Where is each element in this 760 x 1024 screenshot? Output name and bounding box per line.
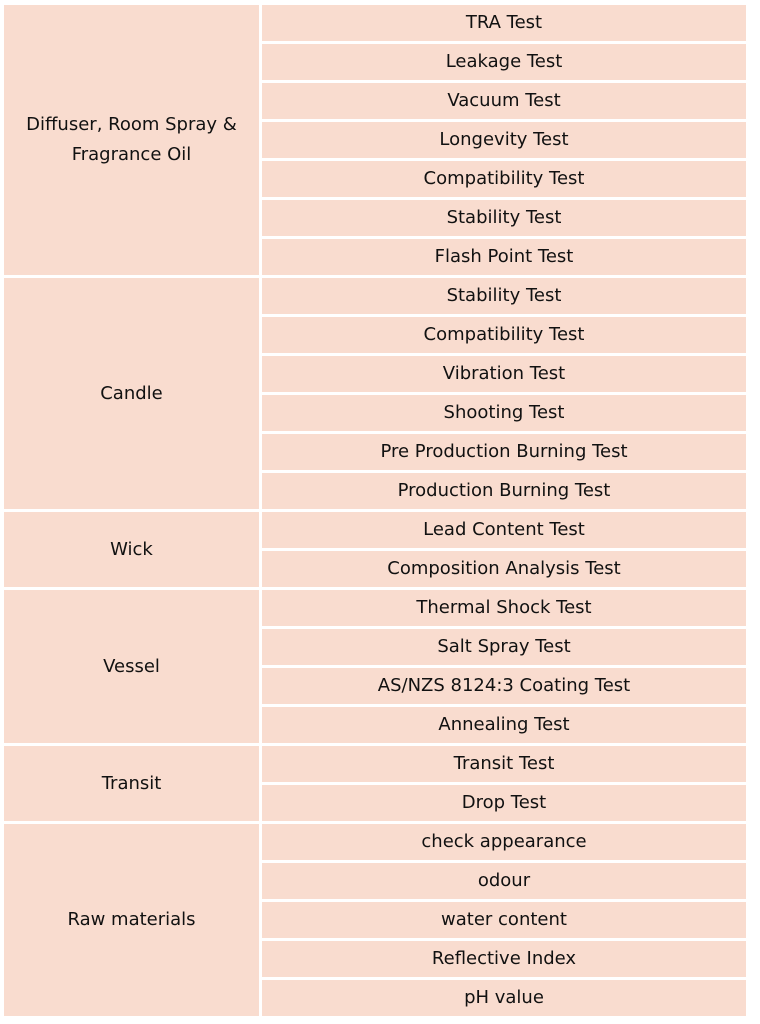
test-cell: Shooting Test [262, 395, 749, 434]
test-cell: Drop Test [262, 785, 749, 824]
test-cell: Stability Test [262, 200, 749, 239]
test-table-body [4, 5, 749, 1019]
test-cell: Compatibility Test [262, 317, 749, 356]
category-cell: Candle [4, 278, 262, 512]
category-cell: Wick [4, 512, 262, 590]
test-cell: pH value [262, 980, 749, 1019]
test-cell: Thermal Shock Test [262, 590, 749, 629]
test-cell: water content [262, 902, 749, 941]
test-cell: check appearance [262, 824, 749, 863]
table-row [4, 590, 749, 629]
test-cell: Pre Production Burning Test [262, 434, 749, 473]
test-cell: Production Burning Test [262, 473, 749, 512]
test-cell: odour [262, 863, 749, 902]
test-cell: Composition Analysis Test [262, 551, 749, 590]
test-cell: Vacuum Test [262, 83, 749, 122]
test-cell: Stability Test [262, 278, 749, 317]
table-row [4, 824, 749, 863]
category-cell: Vessel [4, 590, 262, 746]
test-cell: Longevity Test [262, 122, 749, 161]
table-row [4, 278, 749, 317]
category-cell: Raw materials [4, 824, 262, 1019]
table-row [4, 746, 749, 785]
test-cell: AS/NZS 8124:3 Coating Test [262, 668, 749, 707]
test-cell: Lead Content Test [262, 512, 749, 551]
category-cell: Transit [4, 746, 262, 824]
test-cell: Vibration Test [262, 356, 749, 395]
category-cell: Diffuser, Room Spray & Fragrance Oil [4, 5, 262, 278]
test-cell: Flash Point Test [262, 239, 749, 278]
test-cell: Transit Test [262, 746, 749, 785]
test-cell: Compatibility Test [262, 161, 749, 200]
test-cell: Leakage Test [262, 44, 749, 83]
test-cell: TRA Test [262, 5, 749, 44]
test-cell: Annealing Test [262, 707, 749, 746]
test-table [4, 5, 749, 1019]
table-row [4, 512, 749, 551]
test-cell: Reflective Index [262, 941, 749, 980]
table-row [4, 5, 749, 44]
test-cell: Salt Spray Test [262, 629, 749, 668]
